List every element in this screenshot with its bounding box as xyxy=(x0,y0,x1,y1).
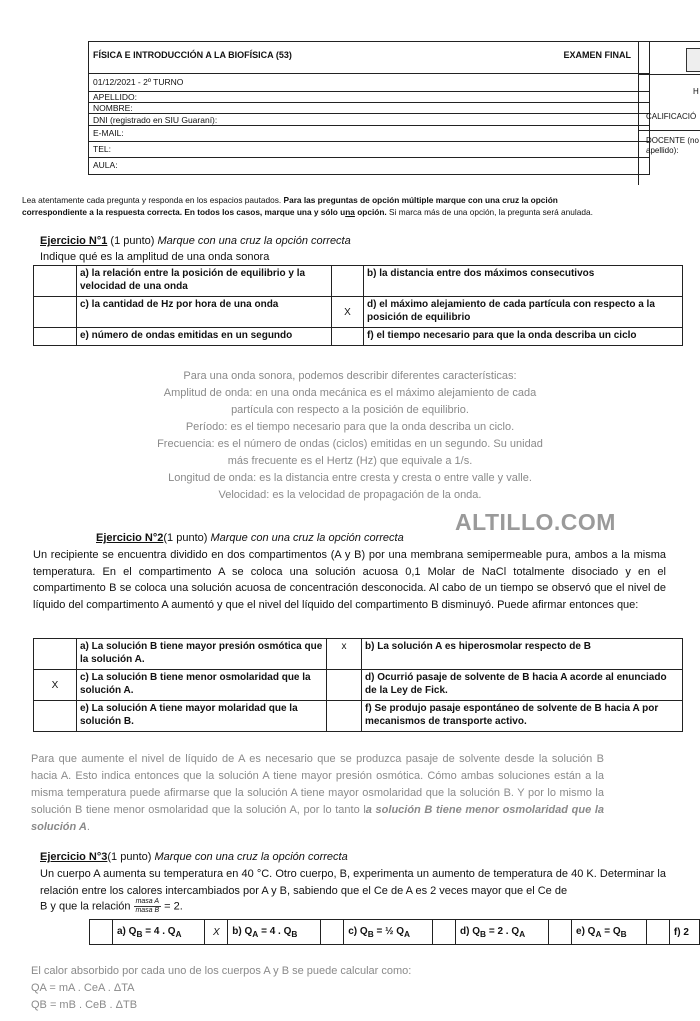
explanation-line: Amplitud de onda: en una onda mecánica es el máximo alejamiento de cada xyxy=(163,387,537,399)
explanation-line: más frecuente es el Hertz (Hz) que equivale a 1/s. xyxy=(227,455,473,467)
side-h: H xyxy=(693,87,699,96)
option-text: e) Q xyxy=(576,925,596,937)
option-text: = Q xyxy=(601,925,621,937)
course-name: FÍSICA E INTRODUCCIÓN A LA BIOFÍSICA (53) xyxy=(93,50,292,60)
field-email[interactable]: E-MAIL: xyxy=(89,126,649,142)
ex3-option-d xyxy=(456,920,549,945)
ex3-instruction: Marque con una cruz la opción correcta xyxy=(154,851,348,863)
ex2-option-d: d) Ocurrió pasaje de solvente de B hacia A acorde al enunciado de la Ley de Fick. xyxy=(362,670,683,701)
ex2-heading xyxy=(96,532,404,544)
table-row xyxy=(34,701,683,732)
ex1-option-e: e) número de ondas emitidas en un segundo xyxy=(77,328,332,346)
ex1-heading xyxy=(40,235,351,247)
ex3-mark-a[interactable] xyxy=(90,920,113,945)
docente-label-2: apellido): xyxy=(646,146,679,155)
table-row xyxy=(34,328,683,346)
intro-underline: na xyxy=(345,207,355,217)
option-text: c) Q xyxy=(348,925,368,937)
fraction-numerator: masa A xyxy=(135,898,160,905)
ex3-mark-e[interactable] xyxy=(549,920,572,945)
intro-bold: Para las preguntas de opción múltiple marque con una cruz la opción xyxy=(283,195,558,205)
ex1-option-b: b) la distancia entre dos máximos consecutivos xyxy=(364,266,683,297)
ex1-mark-c[interactable] xyxy=(34,297,77,328)
table-row xyxy=(34,297,683,328)
ex2-instruction: Marque con una cruz la opción correcta xyxy=(210,532,404,544)
ex1-explanation xyxy=(100,368,600,504)
ex2-explanation-emphasis: a solución B tiene menor osmolaridad que la solución A xyxy=(31,804,605,833)
ex3-explanation-text: El calor absorbido por cada uno de los cuerpos A y B se puede calcular como: xyxy=(31,965,412,977)
ex3-explanation xyxy=(31,963,631,1014)
ex2-explanation-end: . xyxy=(86,821,90,833)
instructions xyxy=(22,194,682,218)
exam-header xyxy=(88,41,650,175)
option-text: f) 2 xyxy=(673,926,689,938)
calificacion-label: CALIFICACIÓ xyxy=(646,112,697,121)
ex2-points: (1 punto) xyxy=(163,532,211,544)
explanation-line: partícula con respecto a la posición de equilibrio. xyxy=(231,404,469,416)
ex1-title: Ejercicio N°1 xyxy=(40,235,108,247)
ex1-options xyxy=(33,265,683,346)
intro-text-2: Si marca más de una opción, la pregunta será anulada. xyxy=(386,207,593,217)
option-text: d) Q xyxy=(460,925,481,937)
ex3-mark-f[interactable] xyxy=(646,920,669,945)
option-sub: B xyxy=(480,928,487,939)
option-sub: A xyxy=(404,928,411,939)
watermark: ALTILLO.COM xyxy=(455,509,616,535)
ex3-statement xyxy=(40,866,666,899)
ex2-option-c: c) La solución B tiene menor osmolaridad que la solución A. xyxy=(77,670,327,701)
date-row xyxy=(89,74,649,92)
ex2-explanation-text: Para que aumente el nivel de líquido de A es necesario que se produzca pasaje de solvente desde la solución B hacia A. Esto indica entonces que la solución A tiene mayor presión osmótica. Cómo ambas soluciones están a la misma temperatura puede afirmarse que la solución A tiene mayor osmolaridad que la solución B. Y por lo mismo la solución B tiene menor osmolaridad que la solución A, por lo tanto l xyxy=(31,753,604,816)
equation-qb: QB = mB . CeB . ΔTB xyxy=(31,999,138,1011)
ex1-mark-e[interactable] xyxy=(34,328,77,346)
ex2-title: Ejercicio N°2 xyxy=(96,532,164,544)
field-aula[interactable]: AULA: xyxy=(93,160,118,170)
ex1-option-f: f) el tiempo necesario para que la onda describa un ciclo xyxy=(364,328,683,346)
intro-bold-2: correspondiente a la respuesta correcta. En todos los casos, marque una y sólo u xyxy=(22,207,346,217)
ex2-options xyxy=(33,638,683,732)
ex3-options xyxy=(89,919,700,945)
explanation-line: Para una onda sonora, podemos describir diferentes características: xyxy=(183,370,517,382)
option-sub: B xyxy=(620,928,627,939)
ex3-title: Ejercicio N°3 xyxy=(40,851,108,863)
table-row xyxy=(90,920,700,945)
option-text: = 4 . Q xyxy=(142,925,176,937)
option-text: = ½ Q xyxy=(373,925,405,937)
ex3-mark-c[interactable] xyxy=(321,920,344,945)
university-logo xyxy=(686,48,700,72)
ex3-relation-value: = 2. xyxy=(161,900,183,913)
field-apellido[interactable]: APELLIDO: xyxy=(89,92,649,103)
table-row xyxy=(34,670,683,701)
ex3-option-a xyxy=(113,920,205,945)
option-text: = 4 . Q xyxy=(258,925,292,937)
equation-qa: QA = mA . CeA . ΔTA xyxy=(31,982,135,994)
ex3-option-e xyxy=(572,920,647,945)
ex2-mark-b[interactable]: x xyxy=(327,639,362,670)
ex1-points: (1 punto) xyxy=(107,235,158,247)
ex3-mark-b[interactable]: X xyxy=(205,920,228,945)
ex1-mark-d[interactable]: X xyxy=(332,297,364,328)
explanation-line: Frecuencia: es el número de ondas (ciclos) emitidas en un segundo. Su unidad xyxy=(157,438,543,450)
ex3-relation-text: B y que la relación xyxy=(40,900,134,913)
ex2-mark-f[interactable] xyxy=(327,701,362,732)
exam-type: EXAMEN FINAL xyxy=(563,50,631,60)
ex1-option-c: c) la cantidad de Hz por hora de una onda xyxy=(77,297,332,328)
field-dni[interactable]: DNI (registrado en SIU Guaraní): xyxy=(89,114,649,126)
ex3-points: (1 punto) xyxy=(107,851,155,863)
option-sub: B xyxy=(367,928,374,939)
option-text: a) Q xyxy=(117,925,137,937)
ex3-statement-2 xyxy=(40,898,340,915)
header-title-row xyxy=(89,42,649,74)
ex2-option-b: b) La solución A es hiperosmolar respecto de B xyxy=(362,639,683,670)
ex2-mark-d[interactable] xyxy=(327,670,362,701)
explanation-line: Longitud de onda: es la distancia entre cresta y cresta o entre valle y valle. xyxy=(168,472,532,484)
ex1-mark-f[interactable] xyxy=(332,328,364,346)
intro-bold-3: opción. xyxy=(354,207,387,217)
ex2-explanation xyxy=(31,751,604,836)
ex2-option-a: a) La solución B tiene mayor presión osmótica que la solución A. xyxy=(77,639,327,670)
option-sub: B xyxy=(291,928,298,939)
table-row xyxy=(34,266,683,297)
docente-label: DOCENTE (no xyxy=(646,136,699,145)
ex2-statement: Un recipiente se encuentra dividido en dos compartimentos (A y B) por una membrana semipermeable pura, ambos a la misma temperatura. En el compartimento A se coloca una solución acuosa 0,1 Molar de NaCl totalmente disociado y en el compartimento B se coloca una solución acuosa de concentración desconocida. Al cabo de un tiempo se observó que el nivel de líquido del compartimento A aumentó y que el nivel del líquido del compartimento B disminuyó. Puede afirmar entonces que: xyxy=(33,549,666,611)
ex2-mark-a[interactable] xyxy=(34,639,77,670)
ex3-mark-d[interactable] xyxy=(433,920,456,945)
option-sub: A xyxy=(175,928,182,939)
table-row xyxy=(34,639,683,670)
ex3-statement-text: Un cuerpo A aumenta su temperatura en 40 °C. Otro cuerpo, B, experimenta un aumento de temperatura de 40 K. Determinar la relación entre los calores intercambiados por A y B, sabiendo que el Ce de A es 2 veces mayor que el Ce de xyxy=(40,868,666,897)
ex2-option-e: e) La solución A tiene mayor molaridad que la solución B. xyxy=(77,701,327,732)
ex2-option-f: f) Se produjo pasaje espontáneo de solvente de B hacia A por mecanismos de transporte activo. xyxy=(362,701,683,732)
option-sub: A xyxy=(519,928,526,939)
option-sub: B xyxy=(136,928,143,939)
ex1-mark-b[interactable] xyxy=(332,266,364,297)
ex3-option-f xyxy=(669,920,699,945)
ex1-mark-a[interactable] xyxy=(34,266,77,297)
explanation-line: Período: es el tiempo necesario para que la onda describa un ciclo. xyxy=(185,421,515,433)
exam-date: 01/12/2021 - 2º TURNO xyxy=(93,77,184,87)
option-text: = 2 . Q xyxy=(486,925,520,937)
ex2-mark-e[interactable] xyxy=(34,701,77,732)
ex1-question: Indique qué es la amplitud de una onda sonora xyxy=(40,251,270,263)
ex1-instruction: Marque con una cruz la opción correcta xyxy=(157,235,351,247)
field-nombre[interactable]: NOMBRE: xyxy=(89,103,649,114)
field-tel[interactable]: TEL: xyxy=(89,142,649,158)
ex3-option-c xyxy=(344,920,433,945)
ex3-option-b xyxy=(228,920,321,945)
option-text: b) Q xyxy=(232,925,253,937)
ex1-option-d: d) el máximo alejamiento de cada partícula con respecto a la posición de equilibrio xyxy=(364,297,683,328)
fraction-denominator: masa B xyxy=(135,907,160,914)
option-sub: A xyxy=(252,928,259,939)
ex2-mark-c[interactable]: X xyxy=(34,670,77,701)
ex3-heading xyxy=(40,851,348,863)
ex1-option-a: a) la relación entre la posición de equilibrio y la velocidad de una onda xyxy=(77,266,332,297)
mass-ratio-fraction xyxy=(134,898,161,915)
intro-text: Lea atentamente cada pregunta y responda en los espacios pautados. xyxy=(22,195,284,205)
option-sub: A xyxy=(595,928,602,939)
explanation-line: Velocidad: es la velocidad de propagación de la onda. xyxy=(218,489,482,501)
